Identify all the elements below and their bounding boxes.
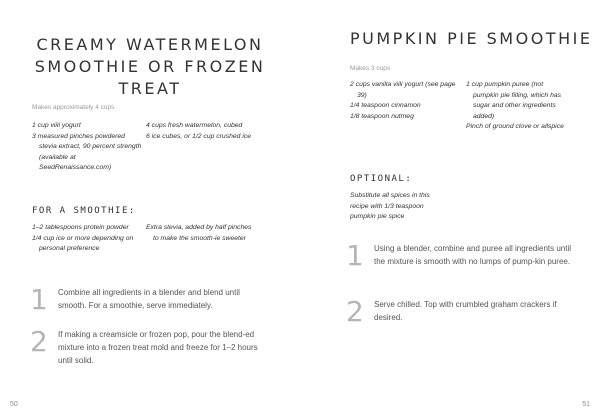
optional-subhead: OPTIONAL:: [350, 174, 413, 184]
yield-text: Makes 3 cups: [350, 65, 391, 72]
title-line: TREAT: [118, 79, 182, 98]
title-line: CREAMY WATERMELON: [36, 35, 264, 54]
title-line: SMOOTHIE OR FROZEN: [34, 57, 266, 76]
yield-text: Makes approximately 4 cups: [32, 104, 115, 111]
page-number: 50: [10, 401, 18, 408]
ingredient-item: Pinch of ground clove or allspice: [466, 123, 564, 130]
ingredients-column-2: [466, 80, 570, 133]
step-number: 2: [30, 325, 48, 358]
step-text: Combine all ingredients in a blender and blend until smooth. For a smoothie, serve immediately.: [58, 288, 240, 310]
step-text: Using a blender, combine and puree all ingredients until the mixture is smooth with no lumps of pump-kin puree.: [374, 244, 572, 266]
ingredient-item: 1/4 teaspoon cinnamon: [350, 102, 421, 109]
ingredient-item: 1 cup viili yogurt: [32, 122, 81, 129]
step-text: Serve chilled. Top with crumbled graham crackers if desired.: [374, 300, 557, 322]
step-text: If making a creamsicle or frozen pop, pour the blend-ed mixture into a frozen treat mold and freeze for 1–2 hours until solid.: [58, 330, 258, 365]
ingredient-item: 2 cups vanilla viili yogurt (see page 39): [350, 81, 456, 99]
ingredient-item: 1/8 teaspoon nutmeg: [350, 112, 414, 120]
smoothie-column-1: [32, 223, 140, 255]
recipe-title: [28, 34, 272, 100]
ingredient-item: 3 measured pinches powdered stevia extract, 90 percent strength (available at SeedRenaissance.com): [32, 132, 142, 171]
recipe-title: PUMPKIN PIE SMOOTHIE: [350, 29, 593, 48]
optional-text: Substitute all spices in this recipe with 1/3 teaspoon pumpkin pie spice: [350, 192, 430, 220]
ingredient-item: 1–2 tablespoons protein powder: [32, 224, 129, 231]
ingredients-column-1: [350, 80, 458, 122]
step-1: [346, 239, 572, 272]
step-number: 1: [30, 283, 48, 316]
step-number: 1: [346, 239, 364, 272]
ingredient-item: 4 cups fresh watermelon, cubed: [146, 122, 243, 129]
ingredients-column-1: [32, 121, 144, 174]
step-1: [30, 283, 262, 316]
right-page: [300, 0, 600, 420]
step-number: 2: [346, 295, 364, 328]
step-2: [30, 325, 262, 367]
ingredient-item: 6 ice cubes, or 1/2 cup crushed ice: [146, 132, 252, 140]
ingredient-item: Extra stevia, added by half pinches to make the smooth-ie sweeter: [146, 224, 252, 242]
ingredient-item: 1/4 cup ice or more depending on personal preference: [32, 234, 134, 252]
step-2: [346, 295, 572, 328]
smoothie-column-2: [146, 223, 258, 244]
page-number: 51: [582, 401, 590, 408]
smoothie-subhead: FOR A SMOOTHIE:: [32, 206, 136, 216]
ingredients-column-2: [146, 121, 258, 142]
ingredient-item: 1 cup pumpkin puree (not pumpkin pie filling, which has sugar and other ingredients added): [466, 81, 562, 120]
